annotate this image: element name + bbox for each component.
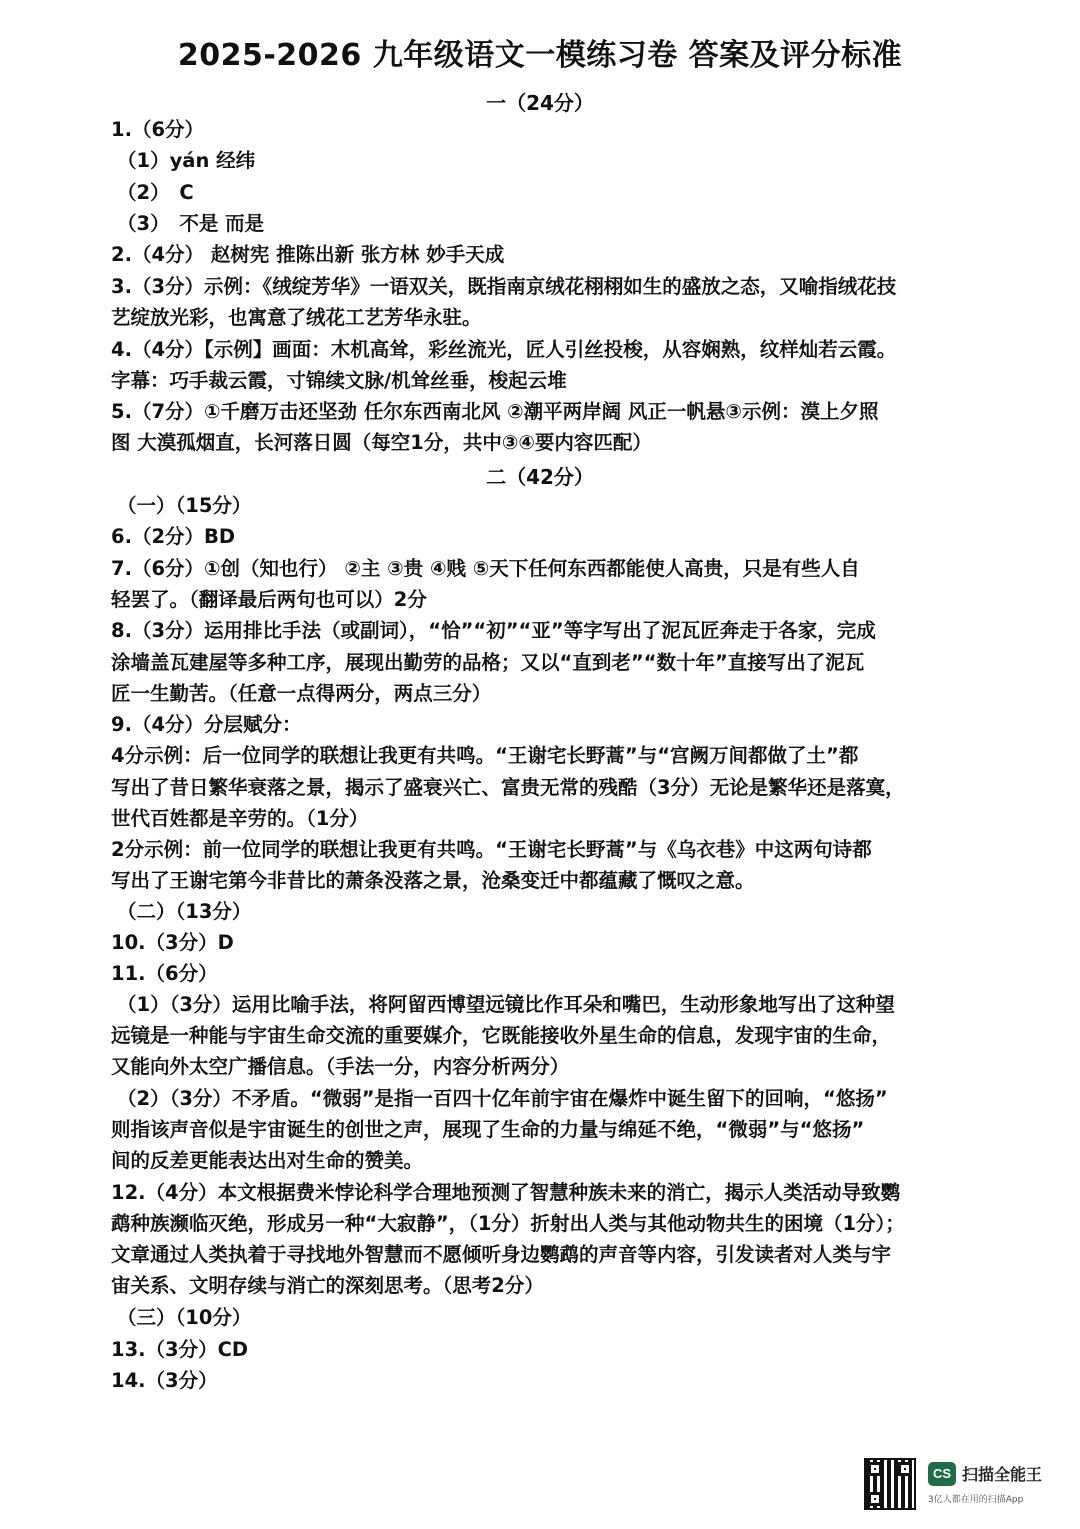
brand-name: 扫描全能王 bbox=[962, 1465, 1043, 1484]
answer-line: 11.（6分） bbox=[111, 962, 218, 985]
answer-line: 13.（3分）CD bbox=[111, 1338, 249, 1361]
answer-line: （2）（3分）不矛盾。“微弱”是指一百四十亿年前宇宙在爆炸中诞生留下的回响，“悠扬” bbox=[117, 1087, 888, 1110]
answer-line: 世代百姓都是辛劳的。（1分） bbox=[111, 807, 369, 830]
answer-line: 4分示例：后一位同学的联想让我更有共鸣。“王谢宅长野蒿”与“宫阙万间都做了土”都 bbox=[111, 744, 859, 767]
answer-line: 艺绽放光彩，也寓意了绒花工艺芳华永驻。 bbox=[111, 306, 482, 329]
document-title: 2025-2026 九年级语文一模练习卷 答案及评分标准 bbox=[177, 38, 903, 73]
answer-line: 涂墙盖瓦建屋等多种工序，展现出勤劳的品格；又以“直到老”“数十年”直接写出了泥瓦 bbox=[111, 651, 865, 674]
qr-code-icon bbox=[864, 1458, 916, 1510]
answer-line: 写出了王谢宅第今非昔比的萧条没落之景，沧桑变迁中都蕴藏了慨叹之意。 bbox=[111, 869, 755, 892]
answer-line: 远镜是一种能与宇宙生命交流的重要媒介，它既能接收外星生命的信息，发现宇宙的生命， bbox=[111, 1024, 892, 1047]
answer-line: 则指该声音似是宇宙诞生的创世之声，展现了生命的力量与绵延不绝，“微弱”与“悠扬” bbox=[111, 1118, 865, 1141]
answer-line: 字幕：巧手裁云霞，寸锦续文脉/机耸丝垂，梭起云堆 bbox=[111, 369, 567, 392]
answer-line: 6.（2分）BD bbox=[111, 525, 236, 548]
camscanner-logo: CS bbox=[928, 1462, 956, 1486]
answer-line: （1）yán 经纬 bbox=[117, 149, 256, 172]
subsection-heading: （三）（10分） bbox=[117, 1306, 252, 1329]
section-heading-1: 一（24分） bbox=[486, 91, 594, 115]
brand-slogan: 3亿人都在用的扫描App bbox=[928, 1495, 1024, 1505]
answer-line: （2） C bbox=[117, 181, 194, 204]
answer-line: 4.（4分）【示例】画面：木机高耸，彩丝流光，匠人引丝投梭，从容娴熟，纹样灿若云霞。 bbox=[111, 338, 897, 361]
answer-line: 轻罢了。（翻译最后两句也可以）2分 bbox=[111, 588, 427, 611]
answer-line: 间的反差更能表达出对生命的赞美。 bbox=[111, 1149, 424, 1172]
answer-line: （3） 不是 而是 bbox=[117, 212, 265, 235]
answer-line: 5.（7分）①千磨万击还坚劲 任尔东西南北风 ②潮平两岸阔 风正一帆悬③示例：漠上夕照 bbox=[111, 400, 879, 423]
answer-line: 写出了昔日繁华衰落之景，揭示了盛衰兴亡、富贵无常的残酷（3分）无论是繁华还是落寞， bbox=[111, 776, 905, 799]
answer-line: （1）（3分）运用比喻手法，将阿留西博望远镜比作耳朵和嘴巴，生动形象地写出了这种望 bbox=[117, 993, 895, 1016]
answer-line: 14.（3分） bbox=[111, 1369, 218, 1392]
answer-line: 图 大漠孤烟直，长河落日圆（每空1分，共中③④要内容匹配） bbox=[111, 431, 652, 454]
scanner-watermark bbox=[864, 1458, 1064, 1514]
answer-line: 12.（4分）本文根据费米悖论科学合理地预测了智慧种族未来的消亡，揭示人类活动导致鹦 bbox=[111, 1181, 901, 1204]
subsection-heading: （二）（13分） bbox=[117, 900, 252, 923]
answer-line: 1.（6分） bbox=[111, 118, 205, 141]
answer-line: 9.（4分）分层赋分： bbox=[111, 713, 302, 736]
answer-line: 3.（3分）示例：《绒绽芳华》一语双关，既指南京绒花栩栩如生的盛放之态，又喻指绒花技 bbox=[111, 275, 897, 298]
answer-line: 宙关系、文明存续与消亡的深刻思考。（思考2分） bbox=[111, 1274, 544, 1297]
answer-line: 2.（4分） 赵树宪 推陈出新 张方林 妙手天成 bbox=[111, 243, 505, 266]
answer-line: 匠一生勤苦。（任意一点得两分，两点三分） bbox=[111, 682, 492, 705]
answer-line: 2分示例：前一位同学的联想让我更有共鸣。“王谢宅长野蒿”与《乌衣巷》中这两句诗都 bbox=[111, 838, 872, 861]
answer-line: 鹉种族濒临灭绝，形成另一种“大寂静”，（1分）折射出人类与其他动物共生的困境（1分）； bbox=[111, 1212, 905, 1235]
answer-line: 7.（6分）①创（知也行） ②主 ③贵 ④贱 ⑤天下任何东西都能使人高贵，只是有些人自 bbox=[111, 557, 860, 580]
section-heading-2: 二（42分） bbox=[486, 465, 594, 489]
answer-line: 10.（3分）D bbox=[111, 931, 234, 954]
subsection-heading: （一）（15分） bbox=[117, 494, 252, 517]
answer-line: 8.（3分）运用排比手法（或副词），“恰”“初”“亚”等字写出了泥瓦匠奔走于各家，完成 bbox=[111, 619, 876, 642]
answer-line: 又能向外太空广播信息。（手法一分，内容分析两分） bbox=[111, 1055, 570, 1078]
answer-line: 文章通过人类执着于寻找地外智慧而不愿倾听身边鹦鹉的声音等内容，引发读者对人类与宇 bbox=[111, 1243, 892, 1266]
